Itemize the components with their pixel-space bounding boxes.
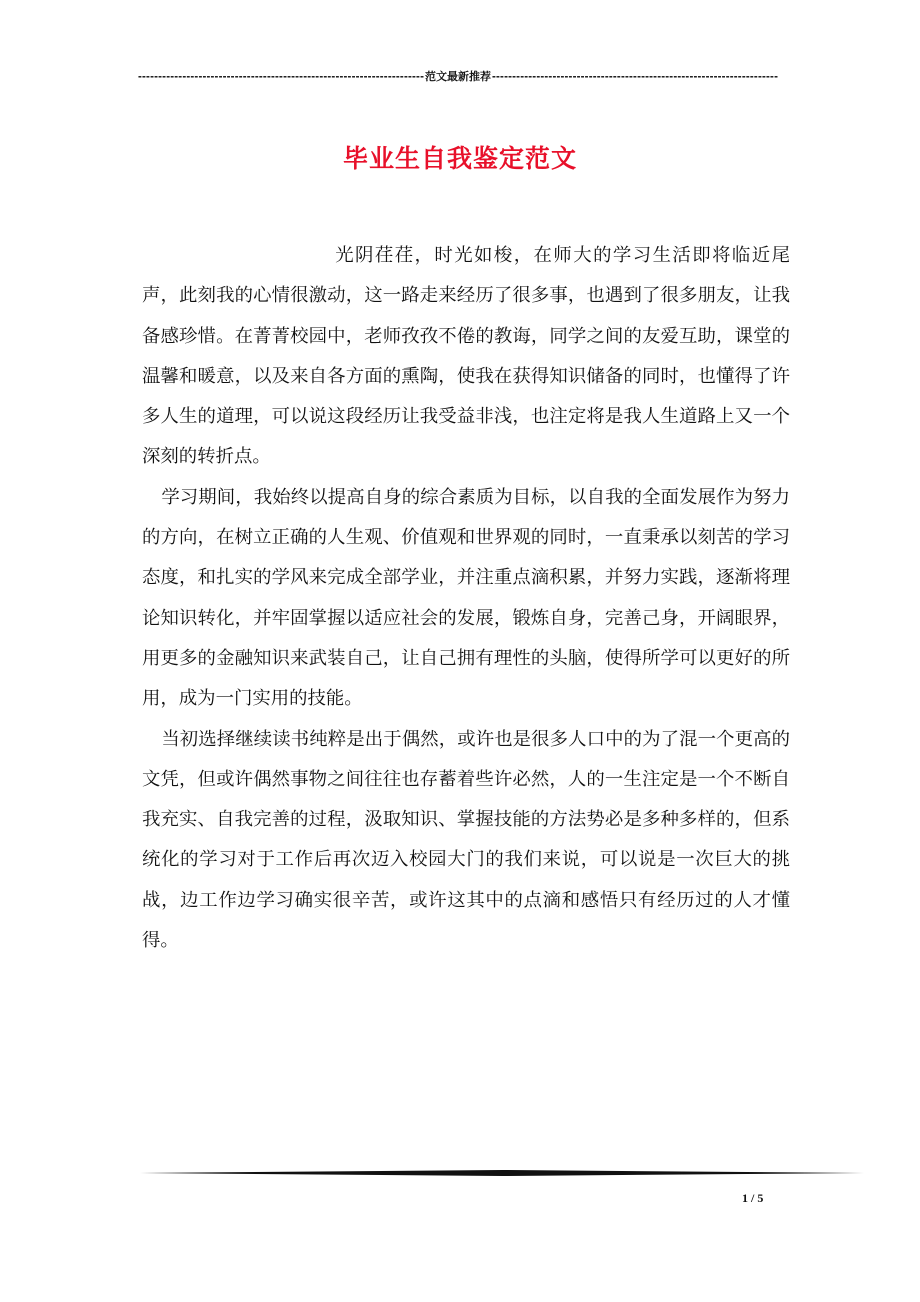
header-dashes-right bbox=[492, 67, 778, 87]
paragraph: 光阴荏荏，时光如梭，在师大的学习生活即将临近尾声，此刻我的心情很激动，这一路走来经历了很多事，也遇到了很多朋友，让我备感珍惜。在菁菁校园中，老师孜孜不倦的教诲，同学之间的友爱互助，课堂的温馨和暖意，以及来自各方面的熏陶，使我在获得知识储备的同时，也懂得了许多人生的道理，可以说这段经历让我受益非浅，也注定将是我人生道路上又一个深刻的转折点。 bbox=[142, 245, 790, 468]
paragraph: 当初选择继续读书纯粹是出于偶然，或许也是很多人口中的为了混一个更高的文凭，但或许偶然事物之间往往也存蓄着些许必然，人的一生注定是一个不断自我充实、自我完善的过程，汲取知识、掌握技能的方法势必是多种多样的，但系统化的学习对于工作后再次迈入校园大门的我们来说，可以说是一次巨大的挑战，边工作边学习确实很辛苦，或许这其中的点滴和感悟只有经历过的人才懂得。 bbox=[142, 728, 790, 952]
footer-divider bbox=[140, 1169, 864, 1177]
header-label: 范文最新推荐 bbox=[425, 71, 491, 83]
document-body bbox=[142, 236, 790, 961]
header-dashes-left bbox=[138, 67, 424, 87]
paragraph: 学习期间，我始终以提高自身的综合素质为目标，以自我的全面发展作为努力的方向，在树立正确的人生观、价值观和世界观的同时，一直秉承以刻苦的学习态度，和扎实的学风来完成全部学业，并注重点滴积累，并努力实践，逐渐将理论知识转化，并牢固掌握以适应社会的发展，锻炼自身，完善己身，开阔眼界，用更多的金融知识来武装自己，让自己拥有理性的头脑，使得所学可以更好的所用，成为一门实用的技能。 bbox=[142, 486, 790, 710]
page-number: 1 / 5 bbox=[742, 1191, 764, 1205]
page-header bbox=[138, 67, 778, 87]
document-title: 毕业生自我鉴定范文 bbox=[342, 143, 577, 173]
